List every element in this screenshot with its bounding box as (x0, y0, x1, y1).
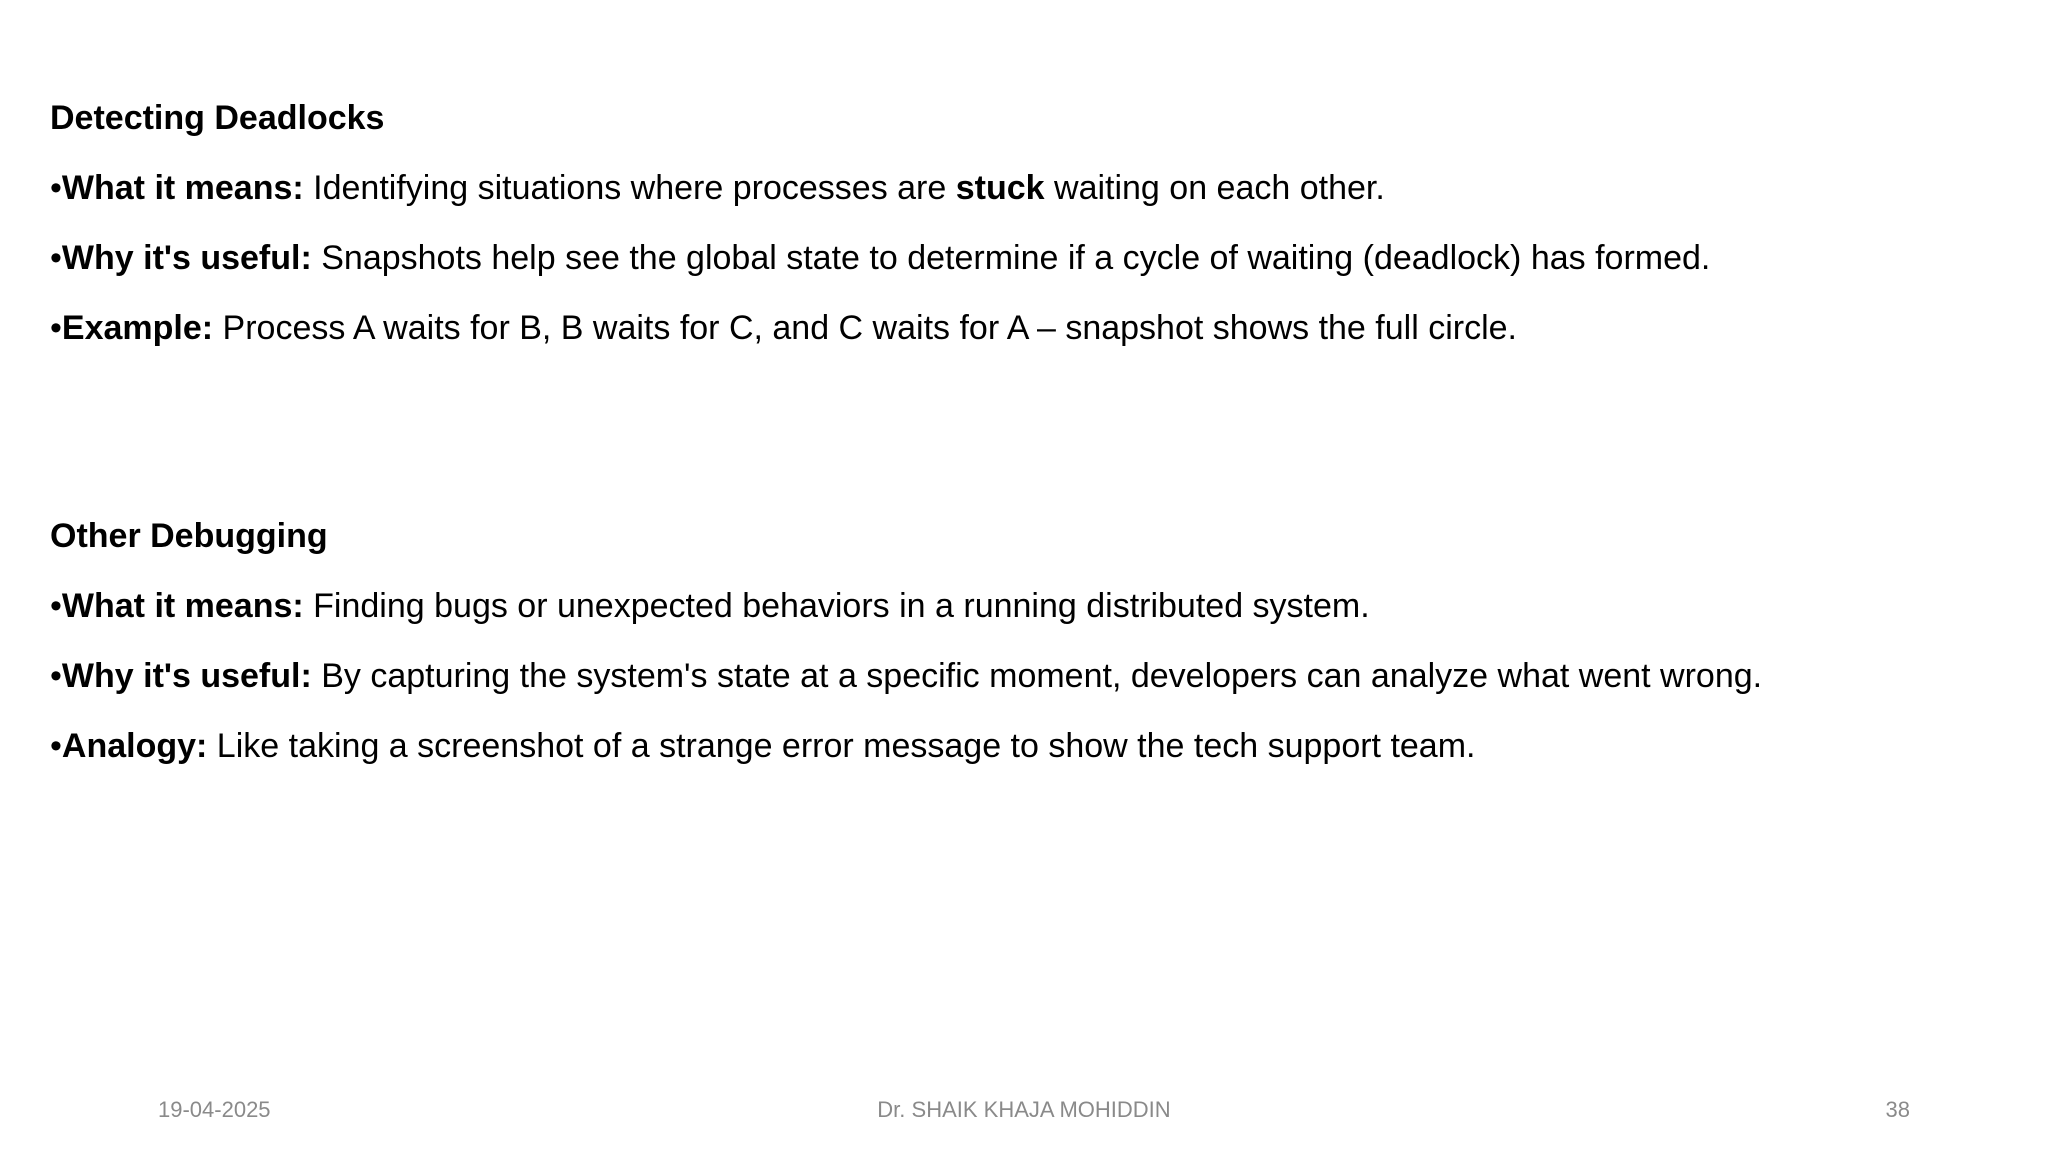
bullet-text: Like taking a screenshot of a strange error message to show the tech support team. (207, 727, 1476, 765)
bullet-label: What it means: (61, 587, 304, 625)
bullet-what-it-means (50, 166, 2010, 210)
bullet-label: Why it's useful: (61, 657, 312, 695)
bullet-why-useful (50, 654, 2010, 698)
footer-page-number: 38 (1885, 1097, 1910, 1122)
bullet-what-it-means (50, 584, 2010, 628)
bullet-emphasis: stuck (955, 169, 1045, 207)
bullet-glyph: • (50, 309, 62, 347)
bullet-label: Example: (61, 309, 214, 347)
bullet-label: What it means: (61, 169, 304, 207)
bullet-label: Why it's useful: (61, 239, 312, 277)
bullet-glyph: • (50, 239, 62, 277)
bullet-text: By capturing the system's state at a specific moment, developers can analyze what went wrong. (311, 657, 1763, 695)
bullet-text: waiting on each other. (1044, 169, 1385, 207)
section-detecting-deadlocks (50, 96, 2010, 376)
bullet-glyph: • (50, 657, 62, 695)
bullet-glyph: • (50, 169, 62, 207)
section-heading: Other Debugging (50, 517, 328, 555)
bullet-analogy (50, 724, 2010, 768)
bullet-text: Finding bugs or unexpected behaviors in a running distributed system. (303, 587, 1370, 625)
bullet-why-useful (50, 236, 2010, 280)
section-other-debugging (50, 514, 2010, 794)
bullet-glyph: • (50, 587, 62, 625)
bullet-text: Snapshots help see the global state to determine if a cycle of waiting (deadlock) has formed. (311, 239, 1711, 277)
bullet-text: Identifying situations where processes are (303, 169, 956, 207)
bullet-label: Analogy: (61, 727, 208, 765)
footer-author: Dr. SHAIK KHAJA MOHIDDIN (877, 1097, 1171, 1122)
section-heading: Detecting Deadlocks (50, 99, 385, 137)
bullet-glyph: • (50, 727, 62, 765)
bullet-example (50, 306, 2010, 350)
footer-date: 19-04-2025 (158, 1097, 271, 1122)
bullet-text: Process A waits for B, B waits for C, and C waits for A – snapshot shows the full circle. (213, 309, 1517, 347)
